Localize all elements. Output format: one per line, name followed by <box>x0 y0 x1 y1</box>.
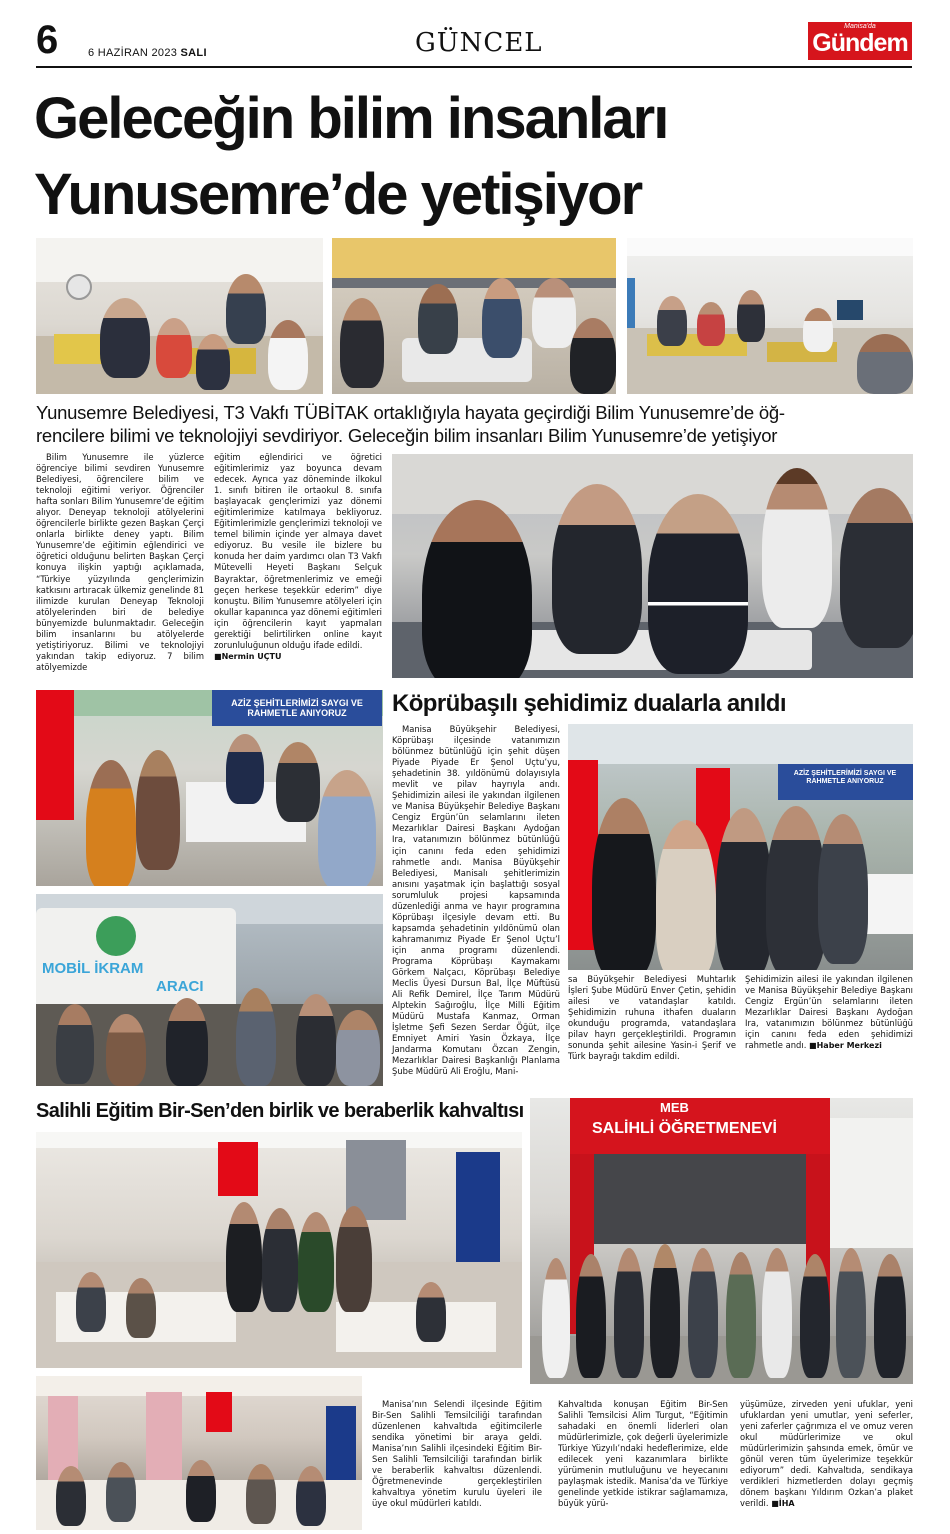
story3-column-1 <box>372 1399 542 1509</box>
story1-col2-text: eğitim eğlendirici ve öğretici eğitimlerimiz yaz boyunca devam edecek. Ayrıca yaz döneminde ilkokul 1. sınıfı bitiren ile ortaokul 8. sınıfa başlayacak gençlerimizi yaz dönemi eğitimlerimize katılmaya bekliyoruz. Eğitimlerimizle gençlerimizi teknoloji ve temel bilimin içinde yer almaya davet ediyoruz. Bu vesile ile bizlere bu konuda her daim yardımcı olan T3 Vakfı Mütevelli Heyeti Başkanı Selçuk Bayraktar, öğretmenlerimiz ve emeği geçen herkese teşekkür ederim” diye konuştu. Bilim Yunusemre atölyeleri için okullar kapanınca yaz dönemi eğitimleri için öğrencilerin kayıt yapmaları gerektiği belirtilirken online kayıt zorunluluğunun olduğu ifade edildi. <box>214 452 382 650</box>
building-sign-1: MEB <box>660 1100 689 1115</box>
page-number: 6 <box>36 18 59 62</box>
story1-photo-classroom <box>36 238 323 394</box>
story2-photo-officials <box>568 724 913 970</box>
story1-photo-robot-workshop <box>332 238 616 394</box>
story3-column-3 <box>740 1399 913 1509</box>
day-text: SALI <box>180 47 207 59</box>
header-rule <box>36 66 912 68</box>
story2-col2-text: sa Büyükşehir Belediyesi Muhtarlık İşleri Şube Müdürü Enver Çetin, şehidin ailesi ve vatandaşlar katıldı. Şehidimizin ruhuna ithafen duaların okunduğu programda, vatandaşlara pilav hayrı gerçekleştirildi. Programın sonunda şehit ailesine Yasin-i Şerif ve Türk bayrağı takdim edildi. <box>568 974 736 1062</box>
story2-banner-text: AZİZ ŞEHİTLERİMİZİ SAYGI VE RAHMETLE ANIYORUZ <box>231 698 363 718</box>
story2-col1-text: Manisa Büyükşehir Belediyesi, Köprübaşı ilçesinde vatanımızın bölünmez bütünlüğü için şehit düşen Piyade Piyade Er Şenol Uçtu’yu, şehadetinin 38. yıldönümü dolayısıyla mevlit ve pilav hayrıyla andı. Şehidimizin ailesi ile yakından ilgilenen ve Manisa Büyükşehir Belediye Başkanı Cengiz Ergün’ün selamlarını ileten Mezarlıklar Dairesi Başkanı Aydoğan Ira, vatanımızın bölünmez bütünlüğü için canını feda eden şehidimizi rahmetle andı. Manisa Büyükşehir Belediyesi, Manisalı şehitlerimizin anısını yaşatmak için başlattığı sosyal sorumluluk projesi kapsamında düzenlediği anma ve hayır programına Köprübaşı ilçesiyle devam etti. Bu kapsamda şehadetinin yıldönümü olan kahramanımız Piyade Er Şenol Uçtu’l için anma programı düzenlendi. Programa Köprübaşı Kaymakamı Görkem Nalçacı, Köprübaşı Belediye Meclis Üyesi Dursun Bal, İlçe Müftüsü Ali Refik Demirel, İlçe Tarım Müdürü Alptekin Sağıroğlu, İlçe Milli Eğitim Müdürü Mustafa Kanmaz, Orman İşletme Şefi Sezen Serdar Öğüt, ilçe Emniyet Amiri Yasin Özkaya, İlçe Jandarma Komutanı Özcan Zengin, Mezarlıklar Dairesi Başkanlığı Planlama Şube Müdürü Ali Eroğlu, Mani- <box>392 724 560 1077</box>
story3-photo-plaque <box>36 1132 522 1368</box>
van-text-2: ARACI <box>156 978 204 995</box>
story3-column-2 <box>558 1399 728 1509</box>
issue-date <box>88 47 207 59</box>
date-text: 6 HAZİRAN 2023 <box>88 47 178 59</box>
story1-byline: ■ Nermin UÇTU <box>214 652 382 661</box>
logo-tagline: Manisa'da <box>844 23 876 30</box>
story3-col2-text: Kahvaltıda konuşan Eğitim Bir-Sen Salihli Temsilcisi Alim Turgut, “Eğitimin sahadaki en önemli liderleri olan müdürlerimizle, çok değerli üyelerimizle Türkiye Yüzyılı’ndaki hedeflerimize, elde edilecek yeni kazanımlara birlikte yürümenin mutluluğunu ve heyecanını paylaşmak istedik. Manisa’da ve Türkiye genelinde yetkide istikrar sağlamamıza, büyük yürü- <box>558 1399 728 1509</box>
newspaper-logo <box>808 22 912 60</box>
story2-headline: Köprübaşılı şehidimiz dualarla anıldı <box>392 690 786 717</box>
story2-photo-memorial <box>36 690 383 886</box>
story2-column-1 <box>392 724 560 1078</box>
story2-column-2 <box>568 974 736 1062</box>
story1-lead-line1: Yunusemre Belediyesi, T3 Vakfı TÜBİTAK ortaklığıyla hayata geçirdiği Bilim Yunusemre’de öğ- <box>36 402 785 423</box>
story1-lead <box>36 401 912 447</box>
story1-headline-line2: Yunusemre’de yetişiyor <box>34 162 642 227</box>
story1-photo-main <box>392 454 913 678</box>
van-text-1: MOBİL İKRAM <box>42 960 144 977</box>
logo-name: Gündem <box>812 29 908 57</box>
story2-photo-food-truck <box>36 894 383 1086</box>
story1-photo-lab <box>627 238 913 394</box>
story1-lead-line2: rencilere bilimi ve teknolojiyi sevdiriyor. Geleceğin bilim insanları Bilim Yunusemre’de yetişiyor <box>36 425 778 446</box>
story3-col1-text: Manisa’nın Selendi ilçesinde Eğitim Bir-Sen Salihli Temsilciliği tarafından düzenlenen kahvaltıda eğitimcilerle sendika yönetimi bir araya geldi. Manisa’nın Salihli ilçesindeki Eğitim Bir-Sen Salihli Temsilciliği tarafından birlik ve beraberlik kahvaltısı düzenlendi. Öğretmenevinde gerçekleştirilen kahvaltıya yönetim kurulu üyeleri ile üye okul müdürleri katıldı. <box>372 1399 542 1509</box>
story2-column-3 <box>745 974 913 1051</box>
story2-byline: ■ Haber Merkezi <box>809 1041 882 1050</box>
story3-col3-text: yüşümüze, zirveden yeni ufuklar, yeni ufuklardan yeni umutlar, yeni seferler, yeni zaferler çağrımıza el ve omuz veren okul müdürlerimize ve okul müdürlerimizin şahsında emek, ömür ve gönül veren tüm üyelerimize teşekkür ediyorum” dedi. Kahvaltıda, sendikaya verdikleri hizmetlerden dolayı geçmiş dönem başkanı Yıldırım Ozkan’a plaket verildi. <box>740 1399 913 1509</box>
building-sign-2: SALİHLİ ÖĞRETMENEVİ <box>592 1120 777 1137</box>
story1-column-2 <box>214 452 382 661</box>
story1-headline-line1: Geleceğin bilim insanları <box>34 86 668 151</box>
story3-photo-breakfast <box>36 1376 362 1530</box>
section-title: GÜNCEL <box>415 28 543 58</box>
story1-col1-text: Bilim Yunusemre ile yüzlerce öğrenciye bilimi sevdiren Yunusemre Belediyesi, öğrencilere bilim ve teknoloji eğitimi veriyor. Öğrenciler hafta sonları Bilim Yunusemre’de eğitim alıyor. Deneyap teknoloji atölyelerini öğrencilerle birlikte gezen Başkan Çerçi onlarla birlikte deney yaptı. Bilim Yunusemre’de eğitimin eğlendirici ve öğretici olduğunu belirten Başkan Çerçi konuya ilişkin yaptığı açıklamada, “Türkiye yüzyılında gençlerimizin katkısını artıracak ülkemiz genelinde 81 ilimizde kurulan Deneyap Teknoloji atölyelerinden biri de belediye bünyemizde bulunmaktadır. Geleceğin bilim insanlarını bu atölyelerde yetiştiriyoruz. Bilimi ve teknolojiyi yakından takip ediyoruz. 7 bilim atölyemizde <box>36 452 204 672</box>
story3-photo-building <box>530 1098 913 1384</box>
story2-col3-text: Şehidimizin ailesi ile yakından ilgilenen ve Manisa Büyükşehir Belediye Başkanı Cengiz Ergün’ün selamlarını ileten Mezarlıklar Dairesi Başkanı Aydoğan Ira, vatanımızın bölünmez bütünlüğü için canını feda eden şehidimizi rahmetle andı. <box>745 974 913 1051</box>
story2-banner-text-2: AZİZ ŞEHİTLERİMİZİ SAYGI VE RAHMETLE ANIYORUZ <box>793 770 897 785</box>
story1-column-1 <box>36 452 204 673</box>
story3-byline: ■ İHA <box>771 1499 794 1508</box>
story3-headline: Salihli Eğitim Bir-Sen’den birlik ve beraberlik kahvaltısı <box>36 1100 528 1123</box>
